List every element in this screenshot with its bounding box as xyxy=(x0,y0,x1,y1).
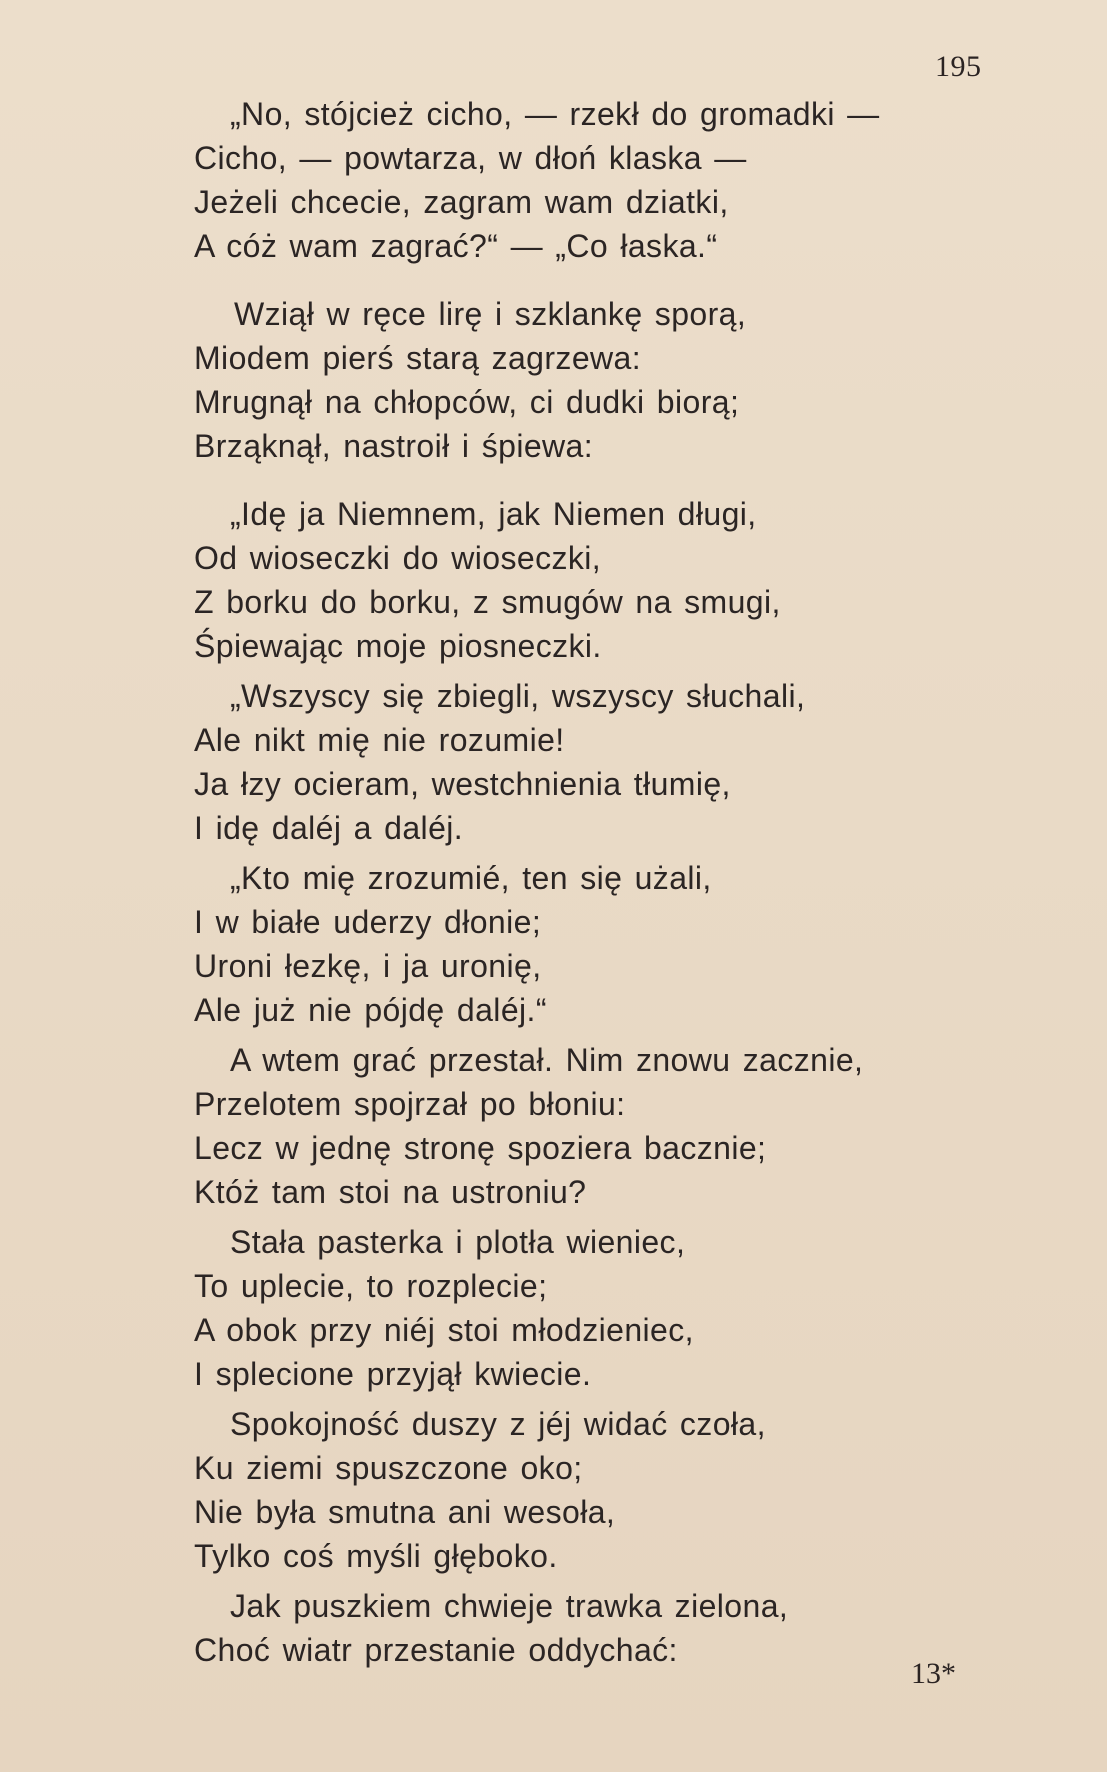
verse-line: Wziął w ręce lirę i szklankę sporą, xyxy=(234,296,747,332)
verse-line: Spokojność duszy z jéj widać czoła, xyxy=(230,1406,766,1442)
verse-line: A cóż wam zagrać?“ — „Co łaska.“ xyxy=(194,228,718,264)
verse-line: I idę daléj a daléj. xyxy=(194,810,464,846)
verse-line: Stała pasterka i plotła wieniec, xyxy=(230,1224,686,1260)
verse-line: I w białe uderzy dłonie; xyxy=(194,904,542,940)
verse-line: Ku ziemi spuszczone oko; xyxy=(194,1450,583,1486)
stanza xyxy=(194,292,1024,468)
verse-line: Choć wiatr przestanie oddychać: xyxy=(194,1632,678,1668)
verse-line: Ale nikt mię nie rozumie! xyxy=(194,722,565,758)
verse-line: Cicho, — powtarza, w dłoń klaska — xyxy=(194,140,747,176)
verse-line: Jak puszkiem chwieje trawka zielona, xyxy=(230,1588,789,1624)
verse-line: Brząknął, nastroił i śpiewa: xyxy=(194,428,594,464)
verse-line: Przelotem spojrzał po błoniu: xyxy=(194,1086,626,1122)
stanza xyxy=(194,674,1024,850)
stanza xyxy=(194,1220,1024,1396)
poem-text xyxy=(194,92,1024,1672)
stanza xyxy=(194,492,1024,668)
verse-line: Uroni łezkę, i ja uronię, xyxy=(194,948,542,984)
verse-line: Lecz w jednę stronę spoziera bacznie; xyxy=(194,1130,767,1166)
verse-line: „Wszyscy się zbiegli, wszyscy słuchali, xyxy=(230,678,806,714)
verse-line: Mrugnął na chłopców, ci dudki biorą; xyxy=(194,384,740,420)
verse-line: A wtem grać przestał. Nim znowu zacznie, xyxy=(230,1042,864,1078)
verse-line: „Idę ja Niemnem, jak Niemen długi, xyxy=(230,496,757,532)
stanza xyxy=(194,1584,1024,1672)
page-number: 195 xyxy=(935,50,982,83)
verse-line: Ja łzy ocieram, westchnienia tłumię, xyxy=(194,766,731,802)
verse-line: A obok przy niéj stoi młodzieniec, xyxy=(194,1312,694,1348)
verse-line: Miodem pierś starą zagrzewa: xyxy=(194,340,642,376)
signature-mark: 13* xyxy=(911,1657,956,1690)
verse-line: Z borku do borku, z smugów na smugi, xyxy=(194,584,781,620)
stanza xyxy=(194,1038,1024,1214)
verse-line: „No, stójcież cicho, — rzekł do gromadki — xyxy=(230,96,880,132)
stanza xyxy=(194,856,1024,1032)
verse-line: Śpiewając moje piosneczki. xyxy=(194,628,602,664)
verse-line: Tylko coś myśli głęboko. xyxy=(194,1538,558,1574)
stanza xyxy=(194,92,1024,268)
verse-line: Ale już nie pójdę daléj.“ xyxy=(194,992,547,1028)
verse-line: Jeżeli chcecie, zagram wam dziatki, xyxy=(194,184,729,220)
verse-line: Któż tam stoi na ustroniu? xyxy=(194,1174,587,1210)
stanza xyxy=(194,1402,1024,1578)
verse-line: „Kto mię zrozumié, ten się użali, xyxy=(230,860,712,896)
verse-line: Nie była smutna ani wesoła, xyxy=(194,1494,616,1530)
verse-line: Od wioseczki do wioseczki, xyxy=(194,540,602,576)
verse-line: I splecione przyjął kwiecie. xyxy=(194,1356,592,1392)
verse-line: To uplecie, to rozplecie; xyxy=(194,1268,548,1304)
